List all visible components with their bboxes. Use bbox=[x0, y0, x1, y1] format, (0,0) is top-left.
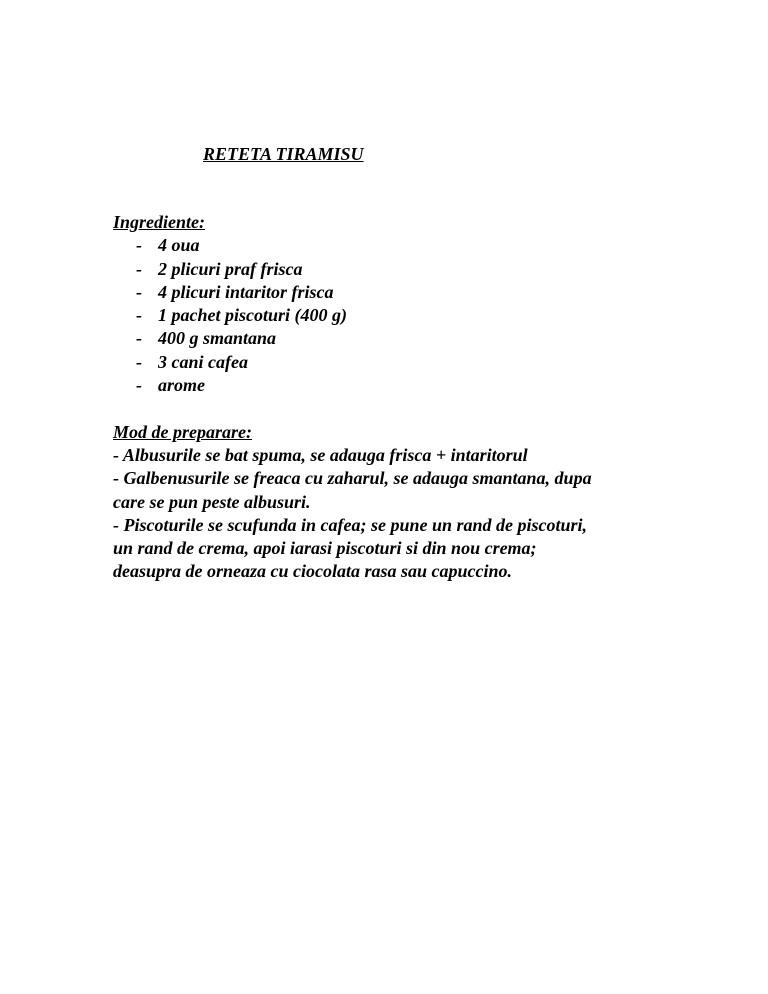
ingredient-text: 4 plicuri intaritor frisca bbox=[158, 281, 334, 302]
preparation-line: - Piscoturile se scufunda in cafea; se pune un rand de piscoturi, bbox=[113, 514, 588, 535]
ingredient-list bbox=[113, 234, 673, 397]
preparation-line: care se pun peste albusuri. bbox=[113, 491, 311, 512]
preparation-heading: Mod de preparare: bbox=[113, 421, 252, 442]
preparation-line: deasupra de orneaza cu ciocolata rasa sau capuccino. bbox=[113, 561, 513, 582]
list-item bbox=[113, 258, 673, 281]
page-title: RETETA TIRAMISU bbox=[203, 144, 364, 164]
preparation-steps bbox=[113, 444, 673, 584]
list-bullet: - bbox=[136, 305, 142, 326]
list-item bbox=[113, 374, 673, 397]
list-item bbox=[113, 327, 673, 350]
ingredient-text: 400 g smantana bbox=[158, 328, 277, 349]
preparation-line: - Galbenusurile se freaca cu zaharul, se adauga smantana, dupa bbox=[113, 468, 592, 489]
list-item bbox=[113, 281, 673, 304]
preparation-line: un rand de crema, apoi iarasi piscoturi si din nou crema; bbox=[113, 538, 537, 559]
list-item bbox=[113, 234, 673, 257]
list-bullet: - bbox=[136, 351, 142, 372]
recipe-content bbox=[113, 211, 673, 584]
list-bullet: - bbox=[136, 375, 142, 396]
ingredient-text: arome bbox=[158, 375, 205, 396]
list-bullet: - bbox=[136, 281, 142, 302]
list-bullet: - bbox=[136, 235, 142, 256]
ingredient-text: 1 pachet piscoturi (400 g) bbox=[158, 305, 347, 326]
ingredients-heading: Ingrediente: bbox=[113, 212, 205, 232]
list-item bbox=[113, 304, 673, 327]
list-bullet: - bbox=[136, 328, 142, 349]
preparation-line: - Albusurile se bat spuma, se adauga frisca + intaritorul bbox=[113, 444, 528, 465]
ingredient-text: 3 cani cafea bbox=[158, 351, 248, 372]
ingredient-text: 4 oua bbox=[158, 235, 200, 256]
list-bullet: - bbox=[136, 258, 142, 279]
list-item bbox=[113, 351, 673, 374]
section-spacer bbox=[113, 397, 673, 420]
ingredient-text: 2 plicuri praf frisca bbox=[158, 258, 303, 279]
